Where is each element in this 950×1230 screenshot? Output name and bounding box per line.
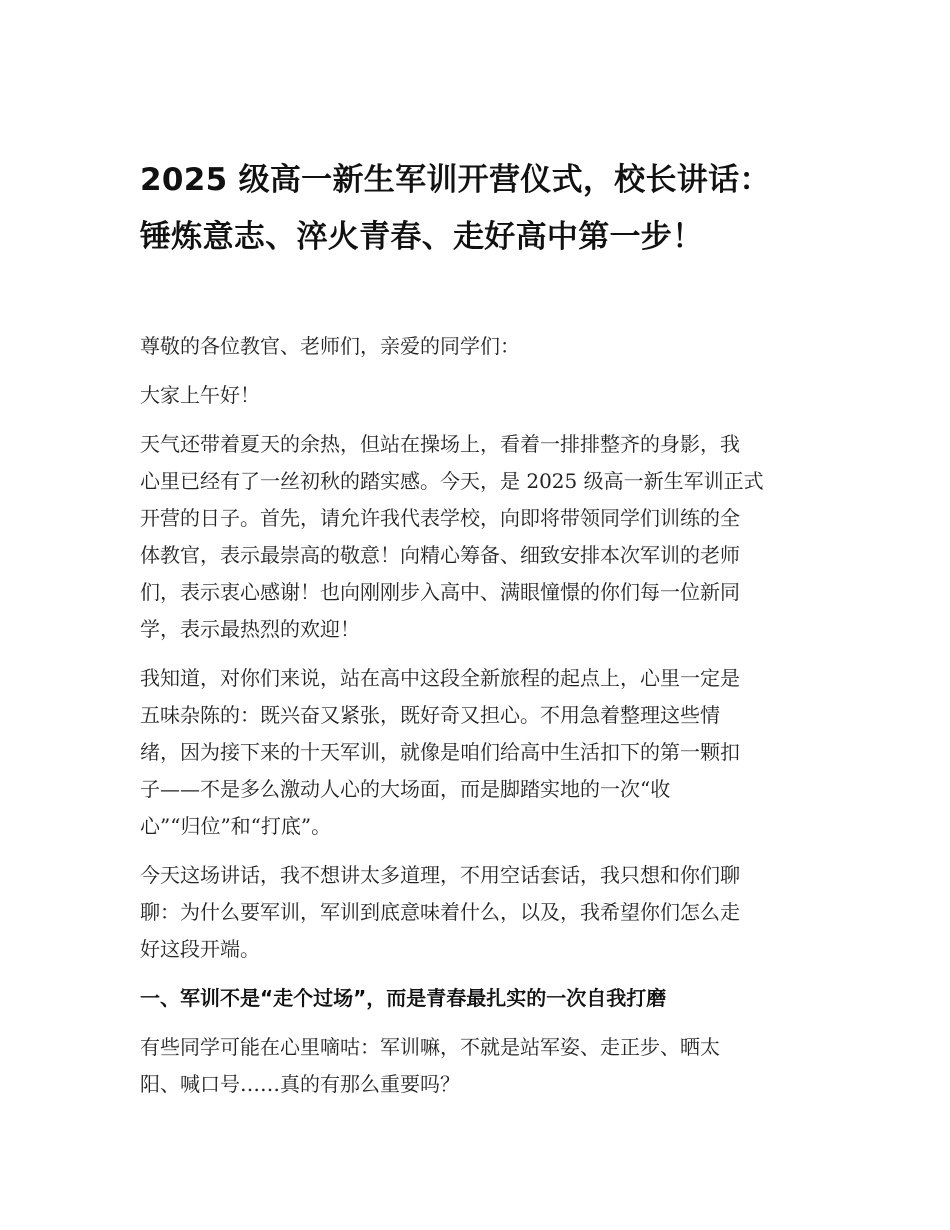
text-line: 好这段开端。 [140, 937, 260, 961]
text-line: 有些同学可能在心里嘀咕：军训嘛，不就是站军姿、走正步、晒太 [140, 1035, 720, 1059]
text-line: 大家上午好！ [140, 383, 260, 407]
text-line: 天气还带着夏天的余热，但站在操场上，看着一排排整齐的身影，我 [140, 432, 740, 456]
text-line: 聊：为什么要军训，军训到底意味着什么，以及，我希望你们怎么走 [140, 900, 740, 924]
text-line: 绪，因为接下来的十天军训，就像是咱们给高中生活扣下的第一颗扣 [140, 740, 740, 764]
text-line: 我知道，对你们来说，站在高中这段全新旅程的起点上，心里一定是 [140, 666, 740, 690]
intent-paragraph [140, 857, 805, 968]
text-line: 今天这场讲话，我不想讲太多道理，不用空话套话，我只想和你们聊 [140, 863, 740, 887]
salutation-paragraph [140, 328, 805, 365]
text-line: 开营的日子。首先，请允许我代表学校，向即将带领同学们训练的全 [140, 506, 740, 530]
text-line: 们，表示衷心感谢！也向刚刚步入高中、满眼憧憬的你们每一位新同 [140, 580, 740, 604]
text-line: 阳、喊口号……真的有那么重要吗？ [140, 1072, 460, 1096]
text-line: 五味杂陈的：既兴奋又紧张，既好奇又担心。不用急着整理这些情 [140, 703, 720, 727]
feelings-paragraph [140, 660, 805, 845]
document-title [140, 152, 820, 266]
title-line: 锤炼意志、淬火青春、走好高中第一步！ [140, 219, 704, 255]
text-line: 心里已经有了一丝初秋的踏实感。今天，是 2025 级高一新生军训正式 [140, 469, 764, 493]
document-body [140, 328, 805, 1115]
title-line: 2025 级高一新生军训开营仪式，校长讲话： [140, 162, 771, 198]
text-line: 尊敬的各位教官、老师们，亲爱的同学们： [140, 334, 520, 358]
closing-paragraph [140, 1029, 805, 1103]
text-line: 心”“归位”和“打底”。 [140, 814, 332, 838]
greeting-paragraph [140, 377, 805, 414]
text-line: 学，表示最热烈的欢迎！ [140, 617, 360, 641]
text-line: 体教官，表示最崇高的敬意！向精心筹备、细致安排本次军训的老师 [140, 543, 740, 567]
opening-paragraph [140, 426, 805, 648]
text-line: 子——不是多么激动人心的大场面，而是脚踏实地的一次“收 [140, 777, 671, 801]
section-heading: 一、军训不是“走个过场”，而是青春最扎实的一次自我打磨 [140, 986, 667, 1010]
